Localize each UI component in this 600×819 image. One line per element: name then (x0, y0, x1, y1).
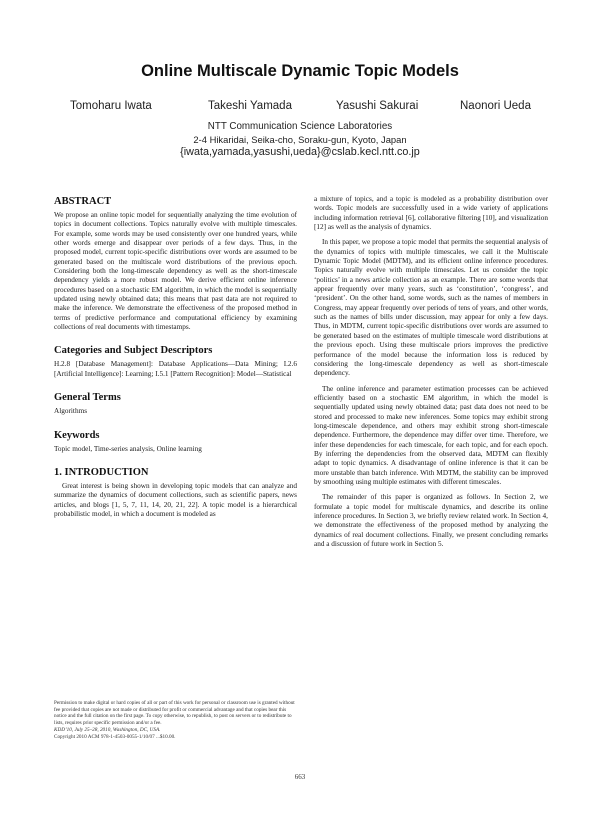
paper-title: Online Multiscale Dynamic Topic Models (141, 62, 459, 80)
keywords-heading: Keywords (54, 429, 100, 441)
author-name: Takeshi Yamada (208, 100, 292, 112)
abstract-heading: ABSTRACT (54, 196, 112, 207)
categories-text: H.2.8 [Database Management]: Database Applications—Data Mining; I.2.6 [Artificial Intelligence]: Learning; I.5.1 [Pattern Recognition]: Model—Statistical (54, 360, 297, 378)
keywords-text: Topic model, Time-series analysis, Online learning (54, 444, 202, 453)
general-terms-text: Algorithms (54, 407, 88, 416)
general-terms-heading: General Terms (54, 392, 121, 404)
author-name: Tomoharu Iwata (70, 100, 152, 112)
abstract-text: We propose an online topic model for sequentially analyzing the time evolution of topics in document collections. Topics naturally evolve with multiple timescales. For example, some words may be used consistently over one hundred years, while other words emerge and disappear over periods of a few days. Thus, in the proposed model, current topic-specific distributions over words are assumed to be generated based on the multiscale word distributions of the previous epoch. Considering both the long-timescale dependency as well as the short-timescale dependency yields a more robust model. We derive efficient online inference procedures based on a stochastic EM algorithm, in which the model is sequentially updated using newly obtained data; this means that past data are not required to make the inference. We demonstrate the effectiveness of the proposed method in terms of predictive performance and computational efficiency by examining collections of real documents with timestamps. (54, 211, 297, 332)
left-column (54, 196, 297, 519)
copyright-line: Copyright 2010 ACM 978-1-4503-0055-1/10/07 ...$10.00. (54, 733, 176, 740)
intro-paragraph: The online inference and parameter estimation processes can be achieved efficiently based on a stochastic EM algorithm, in which the model is sequentially updated using newly obtained data; past data does not need to be stored and processed to make new inferences. Some topics may exhibit strong long-timescale dependence, and others may exhibit strong short-timescale dependence. Furthermore, the dependence may differ over time. Therefore, we infer these dependencies for each timescale, for each topic, and for each epoch. By inferring the dependencies from the observed data, MDTM can flexibly adapt to topic dynamics. A disadvantage of online inference is that it can be more unstable than batch inference. With MDTM, the stability can be improved by smoothing using multiple estimates with different timescales. (314, 384, 548, 486)
affiliation-org: NTT Communication Science Laboratories (207, 121, 393, 132)
categories-heading: Categories and Subject Descriptors (54, 345, 213, 357)
right-column (314, 195, 548, 549)
intro-paragraph: The remainder of this paper is organized as follows. In Section 2, we formulate a topic model for multiscale dynamics, and describe its online inference procedures. In Section 3, we briefly review related work. In Section 4, we demonstrate the effectiveness of the proposed method by analyzing the dynamics of real document collections. Finally, we present concluding remarks and a discussion of future work in Section 5. (314, 493, 548, 549)
page-number: 663 (294, 773, 306, 781)
author-name: Yasushi Sakurai (336, 100, 419, 112)
intro-paragraph: Great interest is being shown in developing topic models that can analyze and summarize the dynamics of document collections, such as scientific papers, news articles, and blogs [1, 5, 7, 11, 14, 20, 21, 22]. A topic model is a hierarchical probabilistic model, in which a document is modeled as (54, 481, 297, 518)
affiliation-address: 2-4 Hikaridai, Seika-cho, Soraku-gun, Kyoto, Japan (193, 134, 407, 145)
permission-notice: Permission to make digital or hard copies of all or part of this work for personal or classroom use is granted without fee provided that copies are not made or distributed for profit or commercial advantage and that copies bear this notice and the full citation on the first page. To copy otherwise, to republish, to post on servers or to redistribute to lists, requires prior specific permission and/or a fee. (54, 700, 295, 727)
affiliation-email: {iwata,yamada,yasushi,ueda}@cslab.kecl.ntt.co.jp (180, 146, 420, 158)
intro-paragraph: In this paper, we propose a topic model that permits the sequential analysis of the dynamics of topics with multiple timescales, we call it the Multiscale Dynamic Topic Model (MDTM), and its efficient online inference procedures. Topics naturally evolve with multiple timescales. Let us consider the topic ‘politics’ in a news article collection as an example. There are some words that appear frequently over many years, such as ‘constitution’, ‘congress’, and ‘president’. On the other hand, some words, such as the names of members in Congress, may appear frequently over periods of tens of years, and other words, such as the names of bills under discussion, may appear for only a few days. Thus, in MDTM, current topic-specific distributions over words are assumed to be generated based on the estimates of multiple timescale word distributions at the previous epoch. Using these multiscale priors improves the predictive performance of the model because the information loss is reduced by considering the long-timescale dependency as well as short-timescale dependency. (314, 238, 548, 378)
introduction-heading: 1. INTRODUCTION (54, 466, 149, 478)
author-name: Naonori Ueda (460, 100, 531, 112)
copyright-footnote (54, 700, 297, 740)
intro-paragraph-continued: a mixture of topics, and a topic is modeled as a probability distribution over words. Topic models are successfully used in a wide variety of applications including information retrieval [6], collaborative filtering [10], and visualization [12] as well as the analysis of dynamics. (314, 195, 548, 232)
conference-venue: KDD’10, July 25–28, 2010, Washington, DC, USA. (54, 726, 161, 733)
